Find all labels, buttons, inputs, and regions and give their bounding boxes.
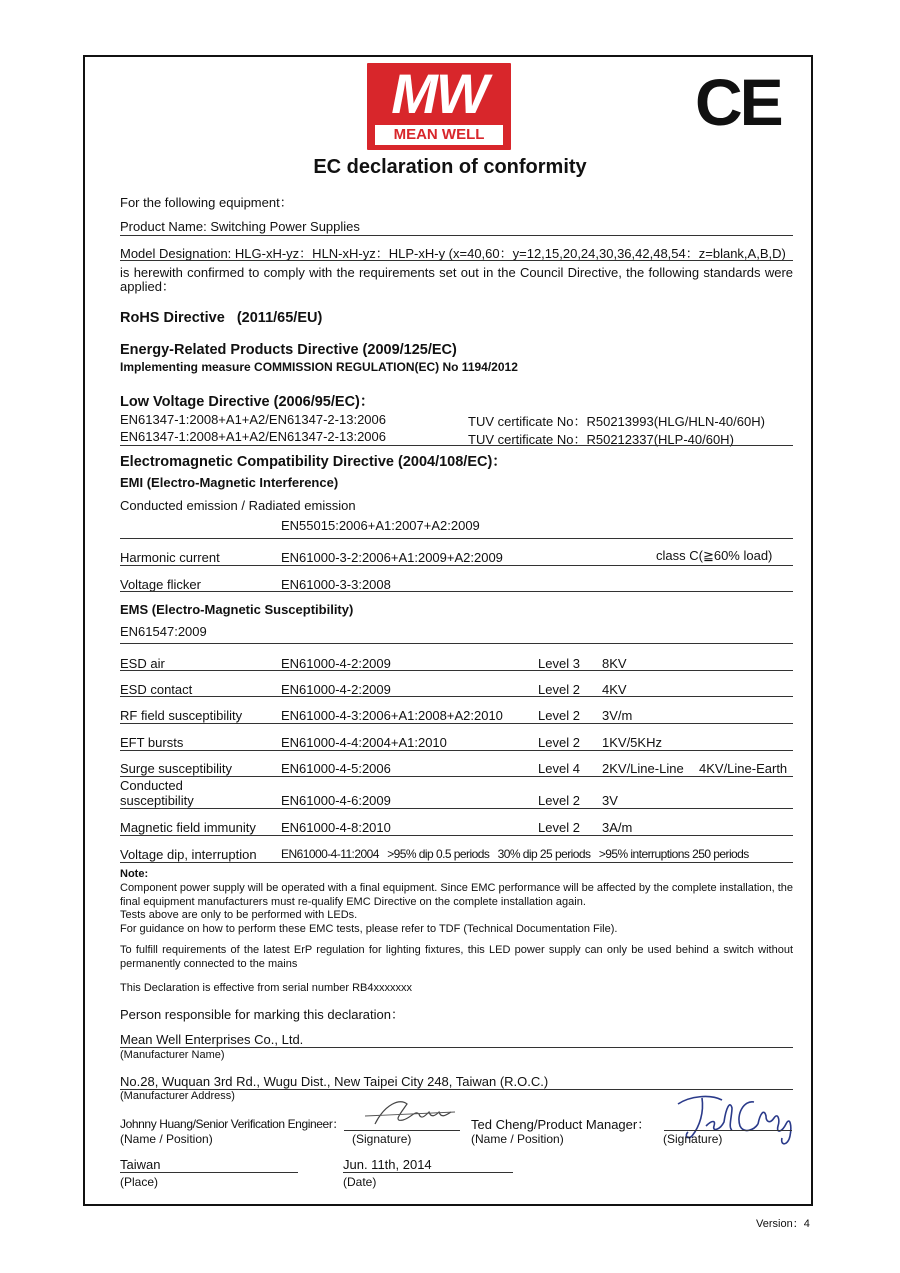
lvd-std-1: EN61347-1:2008+A1+A2/EN61347-2-13:2006 [120,412,386,427]
product-name: Product Name: Switching Power Supplies [120,219,360,234]
lvd-std-2: EN61347-1:2008+A1+A2/EN61347-2-13:2006 [120,429,386,444]
ems-row-level: Level 2 [538,735,580,750]
emi-title: EMI (Electro-Magnetic Interference) [120,475,339,490]
signer-2-name-label: (Name / Position) [471,1132,564,1146]
ems-row-level: Level 2 [538,682,580,697]
date-value: Jun. 11th, 2014 [343,1157,432,1172]
ems-row-label: Magnetic field immunity [120,820,256,835]
note-p1: Component power supply will be operated with a final equipment. Since EMC performance will be affected by the complete installation, the final equipment manufacturers must re-qualify EMC Directive on the complete installation again. [120,882,793,908]
responsible-text: Person responsible for marking this declaration： [120,1007,404,1022]
ems-row-level: Level 4 [538,761,580,776]
version-label: Version：4 [756,1218,810,1230]
note-p5: This Declaration is effective from serial number RB4xxxxxxx [120,982,413,994]
ems-row-std: EN61000-4-3:2006+A1:2008+A2:2010 [281,708,503,723]
signer-1-name-label: (Name / Position) [120,1132,213,1146]
place-value: Taiwan [120,1157,161,1172]
logo-mark: MW [391,62,487,125]
manufacturer-address: No.28, Wuquan 3rd Rd., Wugu Dist., New Taipei City 248, Taiwan (R.O.C.) [120,1074,549,1089]
conducted-std: EN55015:2006+A1:2007+A2:2009 [281,518,480,533]
ems-row-value: 1KV/5KHz [602,735,662,750]
confirm-text: is herewith confirmed to comply with the requirements set out in the Council Directive, the following standards were applied： [120,265,793,294]
signer-1-person: Johnny Huang/Senior Verification Engineer： [120,1117,345,1131]
ems-row-std: EN61000-4-6:2009 [281,793,391,808]
ems-row-label: ESD contact [120,682,193,697]
conducted-label: Conducted emission / Radiated emission [120,498,356,513]
ems-std: EN61547:2009 [120,624,207,639]
lvd-title: Low Voltage Directive (2006/95/EC)： [120,394,375,410]
ems-row-std: EN61000-4-8:2010 [281,820,391,835]
lvd-cert-1: TUV certificate No：R50213993(HLG/HLN-40/60H) [468,414,765,429]
dip-text: EN61000-4-11:2004 >95% dip 0.5 periods 30% dip 25 periods >95% interruptions 250 periods [281,847,749,861]
ems-row-std: EN61000-4-2:2009 [281,656,391,671]
ems-row-label: ESD air [120,656,165,671]
manufacturer-name-label: (Manufacturer Name) [120,1049,225,1061]
ems-row-level: Level 2 [538,793,580,808]
emc-title: Electromagnetic Compatibility Directive (2004/108/EC)： [120,454,507,470]
signer-1-sig-label: (Signature) [352,1132,412,1146]
flicker-label: Voltage flicker [120,577,201,592]
ems-row-label: RF field susceptibility [120,708,243,723]
model-designation: Model Designation: HLG-xH-yz：HLN-xH-yz：HLP-xH-y (x=40,60：y=12,15,20,24,30,36,42,48,54：z=blank,A,B,D) [120,246,786,261]
ems-row-std: EN61000-4-4:2004+A1:2010 [281,735,447,750]
signer-2-person: Ted Cheng/Product Manager： [471,1117,651,1132]
note-p2: Tests above are only to be performed with LEDs. [120,909,358,921]
signer-2-sig-label: (Signature) [663,1132,723,1146]
intro-text: For the following equipment： [120,195,293,210]
manufacturer-name: Mean Well Enterprises Co., Ltd. [120,1032,304,1047]
ems-row-value: 4KV [602,682,627,697]
erp-implementing: Implementing measure COMMISSION REGULATION(EC) No 1194/2012 [120,360,518,374]
ems-row-value: 2KV/Line-Line [602,761,684,776]
ems-row-value-2: 4KV/Line-Earth [699,761,788,776]
ce-mark: CE [695,65,781,139]
ems-row-value: 3A/m [602,820,633,835]
ems-row-value: 3V/m [602,708,633,723]
ems-title: EMS (Electro-Magnetic Susceptibility) [120,602,354,617]
ems-row-label: Conducted susceptibility [120,778,194,808]
signature-1 [345,1094,460,1134]
ems-row-value: 3V [602,793,618,808]
ems-row-value: 8KV [602,656,627,671]
dip-label: Voltage dip, interruption [120,847,257,862]
ems-row-level: Level 2 [538,708,580,723]
ems-row-level: Level 3 [538,656,580,671]
page-title: EC declaration of conformity [313,156,587,178]
logo-name: MEAN WELL [393,126,485,143]
erp-directive: Energy-Related Products Directive (2009/125/EC) [120,342,457,358]
ems-row-label: Surge susceptibility [120,761,232,776]
date-label: (Date) [343,1175,377,1189]
ems-row-label: EFT bursts [120,735,184,750]
harmonic-std: EN61000-3-2:2006+A1:2009+A2:2009 [281,550,503,565]
ems-row-std: EN61000-4-5:2006 [281,761,391,776]
place-label: (Place) [120,1175,159,1189]
ems-row-level: Level 2 [538,820,580,835]
ems-row-std: EN61000-4-2:2009 [281,682,391,697]
note-p3: For guidance on how to perform these EMC tests, please refer to TDF (Technical Documentation File). [120,923,618,935]
harmonic-label: Harmonic current [120,550,220,565]
lvd-cert-2: TUV certificate No：R50212337(HLP-40/60H) [468,432,734,447]
mean-well-logo [367,63,511,150]
note-title: Note: [120,868,149,880]
note-p4: To fulfill requirements of the latest ErP regulation for lighting fixtures, this LED power supply can only be used behind a switch without permanently connected to the mains [120,944,793,970]
harmonic-class: class C(≧60% load) [656,548,773,563]
rohs-directive: RoHS Directive (2011/65/EU) [120,310,323,326]
flicker-std: EN61000-3-3:2008 [281,577,391,592]
manufacturer-address-label: (Manufacturer Address) [120,1090,235,1102]
